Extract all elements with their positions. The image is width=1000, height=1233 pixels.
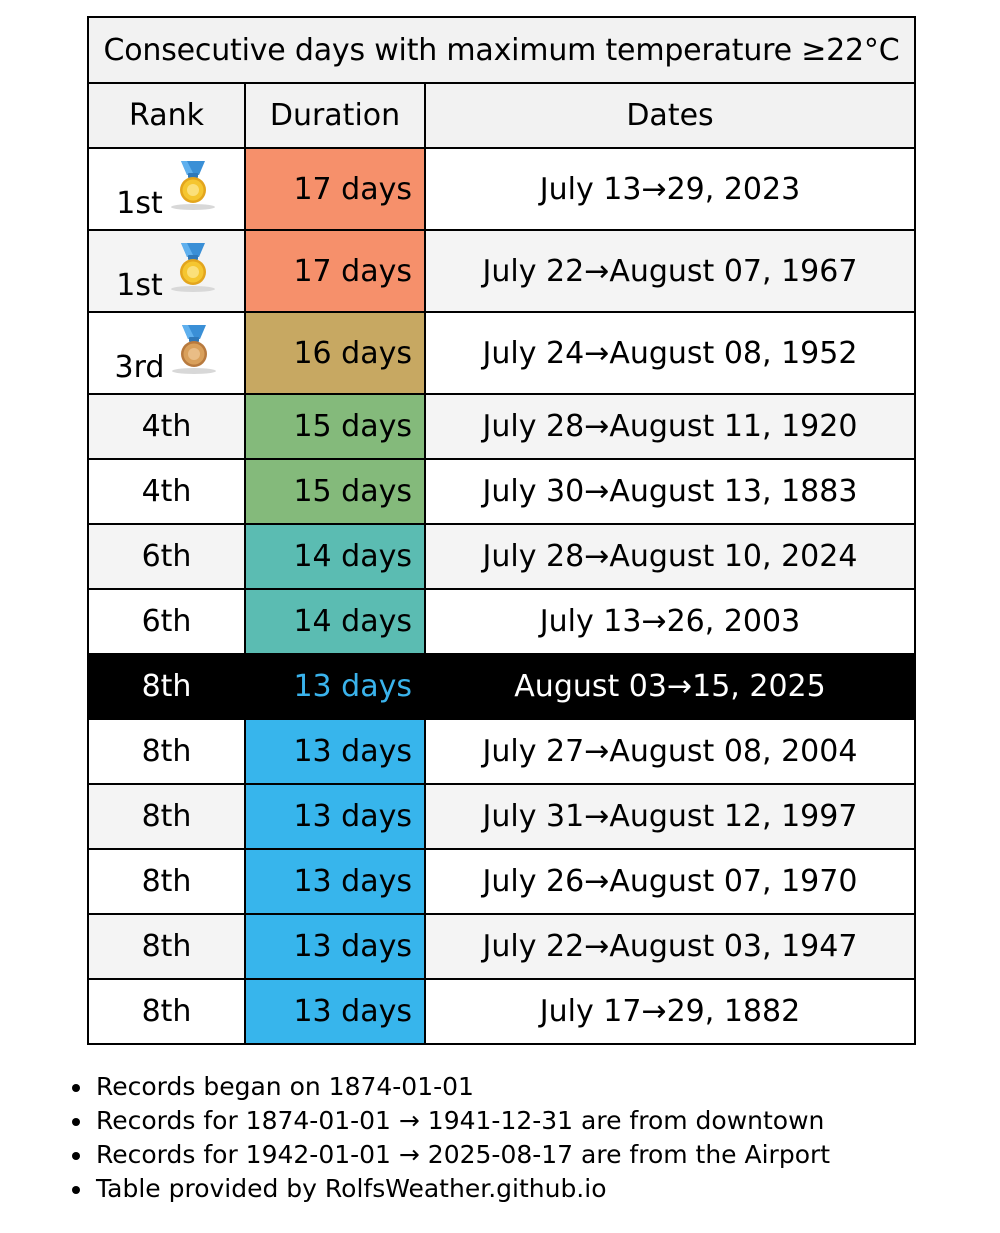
duration-cell: 13 days	[245, 784, 425, 849]
rank-label: 3rd	[114, 350, 165, 385]
duration-cell: 13 days	[245, 654, 425, 719]
duration-cell: 13 days	[245, 849, 425, 914]
table-row	[88, 394, 915, 459]
rank-cell: 8th	[88, 719, 245, 784]
dates-cell: July 26→August 07, 1970	[425, 849, 915, 914]
rank-label: 1st	[116, 268, 163, 303]
column-header-rank: Rank	[88, 83, 245, 148]
duration-cell: 13 days	[245, 979, 425, 1044]
gold-medal-icon	[169, 159, 217, 211]
note-item: Records for 1942-01-01 → 2025-08-17 are from the Airport	[96, 1138, 830, 1172]
dates-cell: August 03→15, 2025	[425, 654, 915, 719]
table-row	[88, 459, 915, 524]
table-row	[88, 784, 915, 849]
duration-cell: 17 days	[245, 148, 425, 230]
table-row	[88, 589, 915, 654]
duration-cell: 16 days	[245, 312, 425, 394]
dates-cell: July 27→August 08, 2004	[425, 719, 915, 784]
current-record-row	[88, 654, 915, 719]
table-row	[88, 849, 915, 914]
table-row	[88, 312, 915, 394]
notes-list	[60, 1070, 830, 1206]
rank-cell	[88, 312, 245, 394]
table-row	[88, 914, 915, 979]
duration-cell: 15 days	[245, 459, 425, 524]
dates-cell: July 24→August 08, 1952	[425, 312, 915, 394]
rank-cell: 6th	[88, 589, 245, 654]
rank-cell: 8th	[88, 849, 245, 914]
rank-cell: 4th	[88, 394, 245, 459]
duration-cell: 13 days	[245, 719, 425, 784]
duration-cell: 15 days	[245, 394, 425, 459]
table-row	[88, 148, 915, 230]
rank-cell: 4th	[88, 459, 245, 524]
dates-cell: July 31→August 12, 1997	[425, 784, 915, 849]
rank-label: 1st	[116, 186, 163, 221]
dates-cell: July 13→26, 2003	[425, 589, 915, 654]
duration-cell: 17 days	[245, 230, 425, 312]
rank-cell: 6th	[88, 524, 245, 589]
bronze-medal-icon	[170, 323, 218, 375]
table-row	[88, 719, 915, 784]
records-body	[88, 148, 915, 1044]
table-row	[88, 524, 915, 589]
rank-cell: 8th	[88, 979, 245, 1044]
dates-cell: July 30→August 13, 1883	[425, 459, 915, 524]
duration-cell: 14 days	[245, 589, 425, 654]
dates-cell: July 28→August 10, 2024	[425, 524, 915, 589]
note-item: Records for 1874-01-01 → 1941-12-31 are from downtown	[96, 1104, 830, 1138]
dates-cell: July 28→August 11, 1920	[425, 394, 915, 459]
duration-cell: 14 days	[245, 524, 425, 589]
table-row	[88, 979, 915, 1044]
gold-medal-icon	[169, 241, 217, 293]
column-header-duration: Duration	[245, 83, 425, 148]
rank-cell: 8th	[88, 654, 245, 719]
dates-cell: July 13→29, 2023	[425, 148, 915, 230]
dates-cell: July 22→August 07, 1967	[425, 230, 915, 312]
dates-cell: July 17→29, 1882	[425, 979, 915, 1044]
rank-cell	[88, 230, 245, 312]
table-title: Consecutive days with maximum temperature ≥22°C	[88, 17, 915, 83]
duration-cell: 13 days	[245, 914, 425, 979]
column-header-dates: Dates	[425, 83, 915, 148]
records-table	[87, 16, 916, 1045]
rank-cell: 8th	[88, 784, 245, 849]
table-row	[88, 230, 915, 312]
rank-cell: 8th	[88, 914, 245, 979]
dates-cell: July 22→August 03, 1947	[425, 914, 915, 979]
note-item: Table provided by RolfsWeather.github.io	[96, 1172, 830, 1206]
note-item: Records began on 1874-01-01	[96, 1070, 830, 1104]
rank-cell	[88, 148, 245, 230]
